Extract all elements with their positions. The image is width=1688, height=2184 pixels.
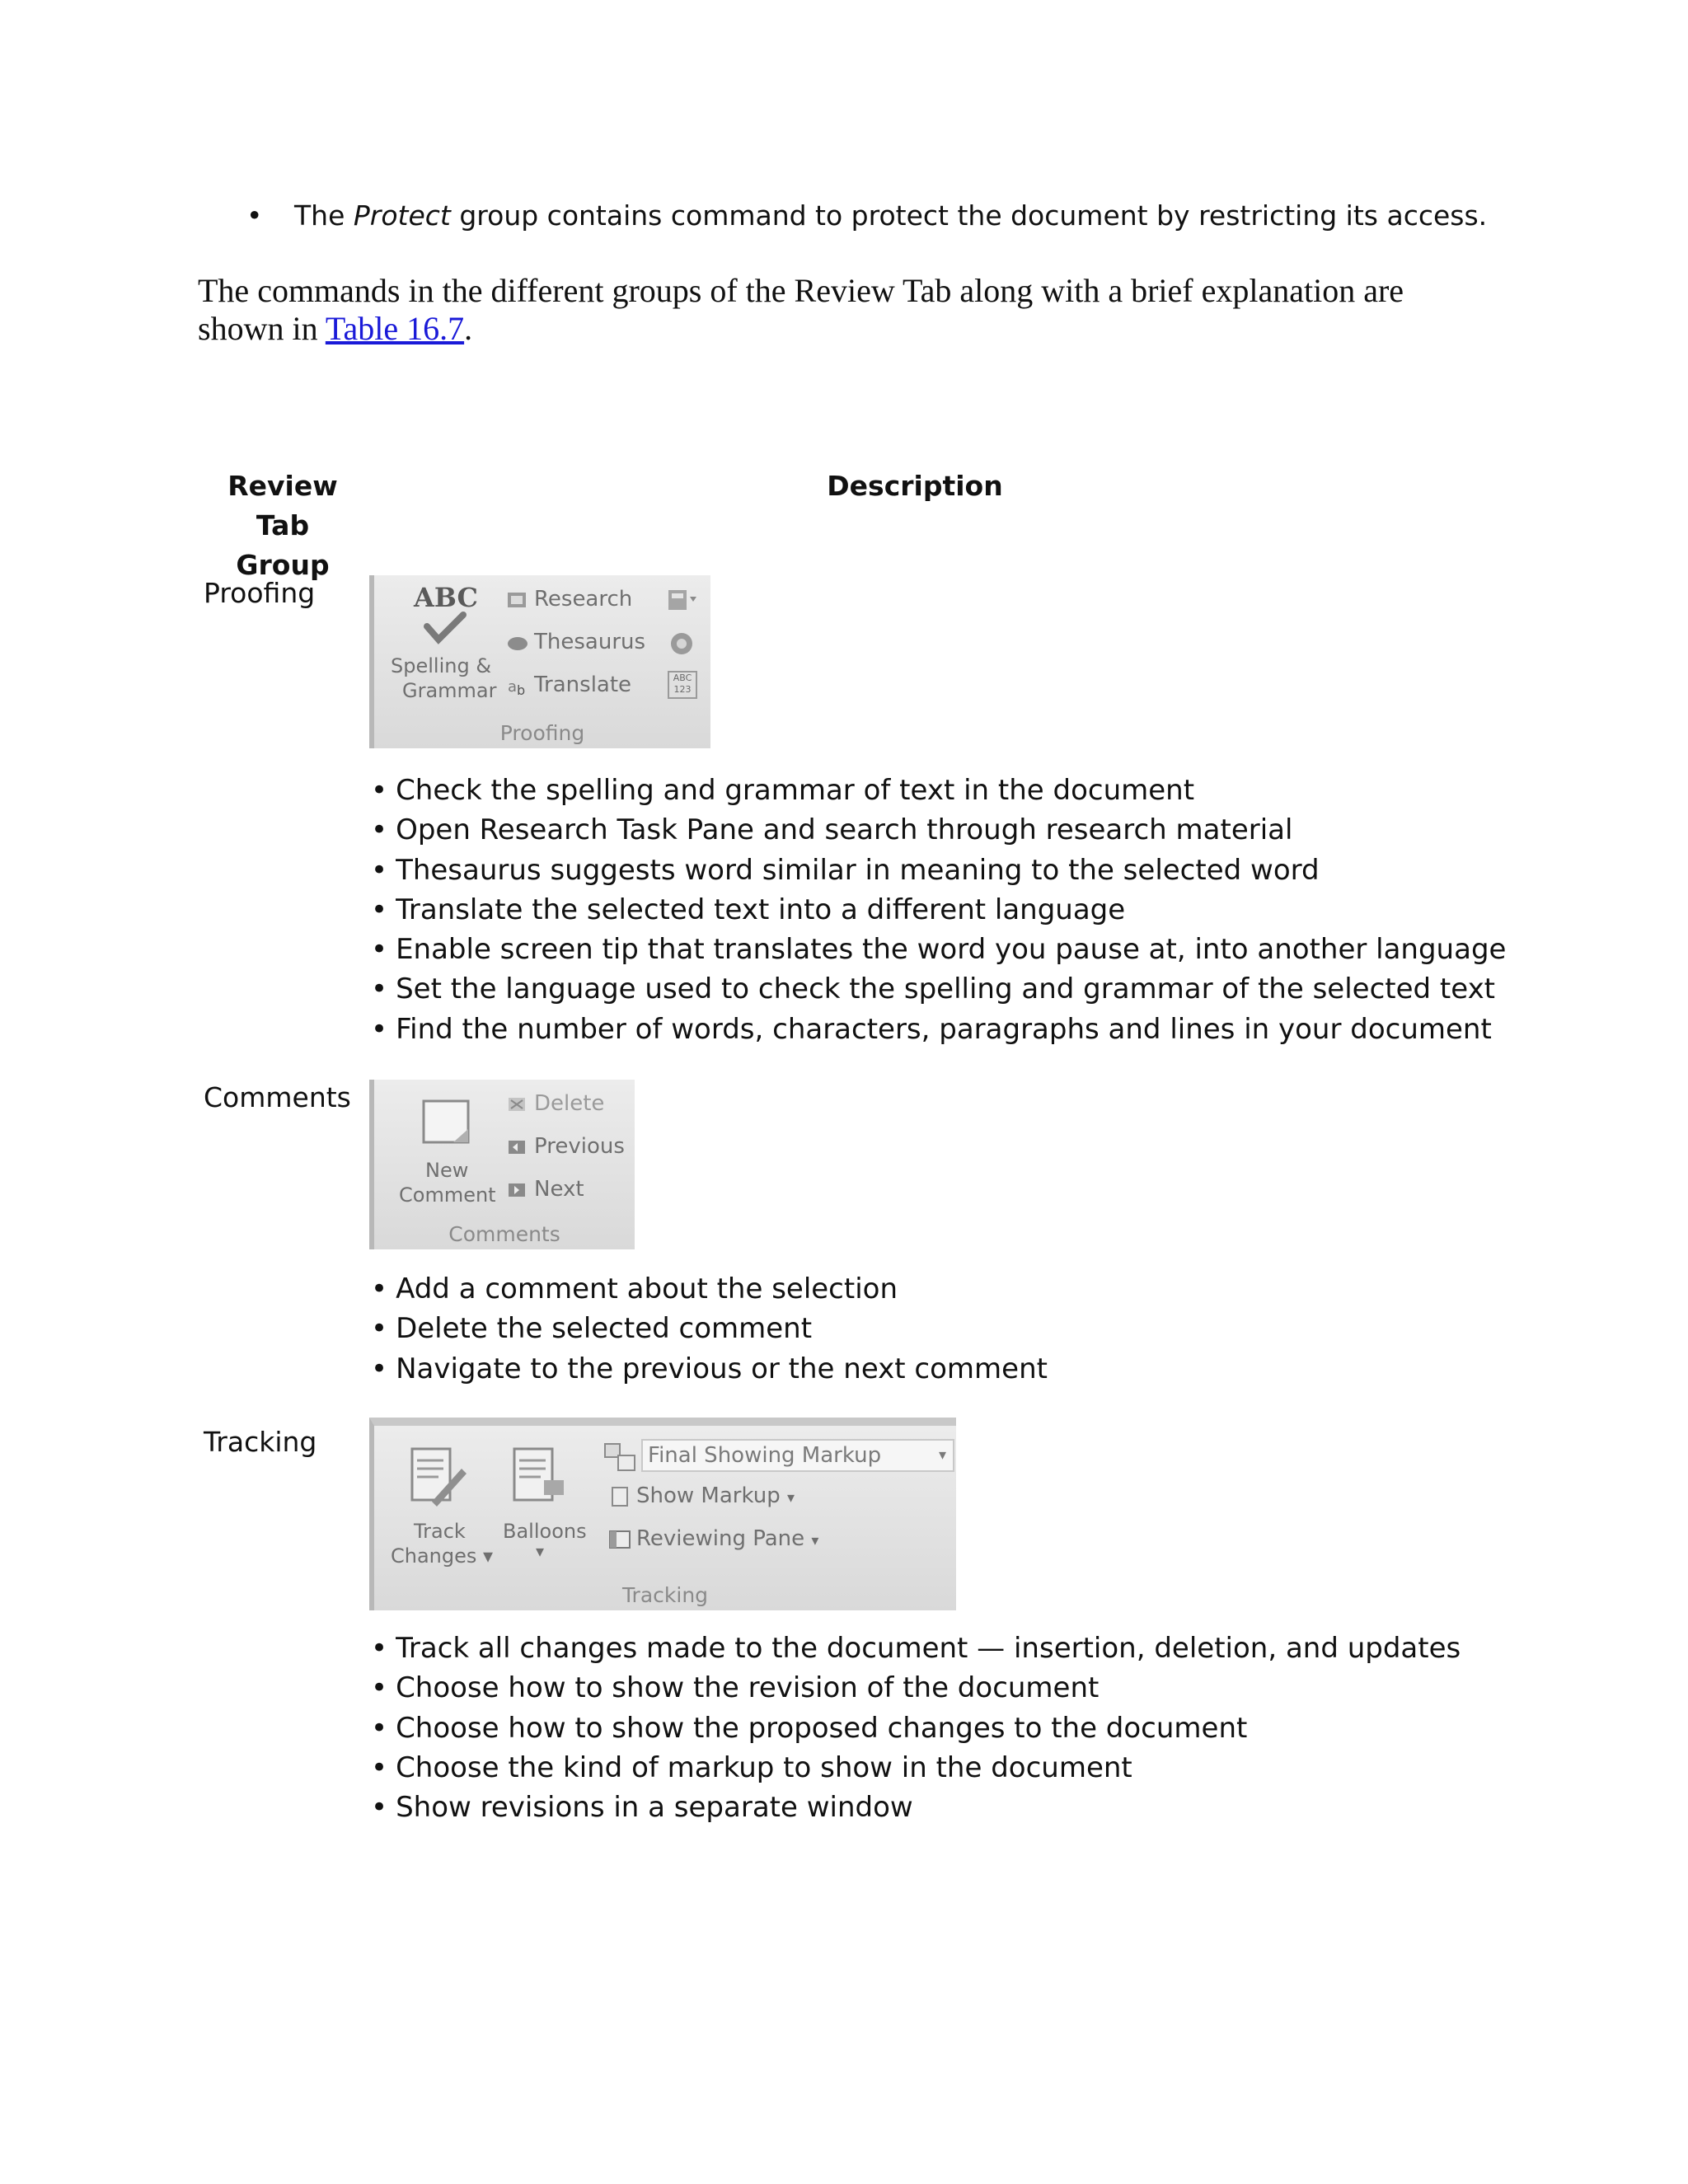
table-link[interactable]: Table 16.7 — [325, 310, 465, 347]
balloons-label: Balloons — [503, 1520, 587, 1543]
checkmark-icon — [424, 612, 467, 644]
header-group-line1: Review Tab — [227, 470, 338, 541]
ribbon-group-name-proofing: Proofing — [499, 721, 585, 745]
chevron-down-icon: ▾ — [938, 1446, 946, 1464]
thesaurus-button — [506, 630, 645, 654]
ribbon-group-name-comments: Comments — [448, 1222, 560, 1246]
translate-button — [506, 673, 631, 697]
list-item: • Check the spelling and grammar of text in the document — [371, 771, 1506, 810]
list-item: • Delete the selected comment — [371, 1309, 1048, 1348]
set-language-icon — [667, 630, 700, 658]
delete-comment-icon — [506, 1094, 529, 1115]
word-count-icon-123: 123 — [673, 684, 692, 695]
header-description: Description — [827, 470, 1003, 502]
show-markup-button — [608, 1483, 795, 1508]
intro-paragraph-text: The commands in the different groups of the Review Tab along with a brief explanation are shown in — [198, 272, 1404, 347]
spelling-abc-label: ABC — [414, 582, 478, 613]
delete-label: Delete — [534, 1091, 605, 1116]
ribbon-group-name-tracking: Tracking — [621, 1583, 709, 1607]
list-item: • Choose the kind of markup to show in the document — [371, 1748, 1461, 1788]
track-changes-icon — [407, 1444, 470, 1513]
delete-comment-button — [506, 1091, 604, 1116]
description-list-proofing — [371, 771, 1506, 1049]
new-comment-label-line2: Comment — [399, 1183, 496, 1207]
spelling-label-line1: Spelling & — [391, 654, 492, 677]
reviewing-pane-icon — [608, 1529, 631, 1550]
description-list-comments — [371, 1269, 1048, 1389]
chevron-down-icon: ▾ — [786, 1489, 795, 1507]
research-icon — [506, 589, 529, 611]
reviewing-pane-label: Reviewing Pane — [636, 1526, 805, 1551]
svg-text:b: b — [517, 682, 526, 696]
header-group-line2: Group — [236, 549, 330, 581]
show-markup-icon — [608, 1486, 631, 1507]
track-changes-label-line1: Track — [414, 1520, 466, 1543]
list-item: • Thesaurus suggests word similar in meaning to the selected word — [371, 851, 1506, 890]
list-item: • Add a comment about the selection — [371, 1269, 1048, 1309]
track-changes-label-line2 — [391, 1544, 493, 1568]
list-item: • Set the language used to check the spelling and grammar of the selected text — [371, 969, 1506, 1009]
word-count-icon-abc: ABC — [673, 673, 692, 683]
reviewing-pane-button — [608, 1526, 818, 1551]
group-label-tracking: Tracking — [204, 1426, 317, 1458]
spelling-label-line2: Grammar — [402, 679, 497, 702]
new-comment-icon — [420, 1096, 473, 1149]
list-item: • Choose how to show the proposed changes to the document — [371, 1708, 1461, 1748]
new-comment-label-line1: New — [425, 1159, 469, 1182]
header-review-tab-group — [200, 466, 365, 585]
ribbon-comments-image — [369, 1080, 635, 1249]
list-item: • Open Research Task Pane and search through research material — [371, 810, 1506, 850]
chevron-down-icon: ▾ — [536, 1541, 545, 1561]
intro-bullet-text — [294, 199, 1487, 232]
intro-paragraph — [198, 272, 1451, 348]
next-label: Next — [534, 1177, 584, 1202]
protect-term: Protect — [353, 199, 451, 232]
display-for-review-value: Final Showing Markup — [648, 1443, 882, 1468]
translate-label: Translate — [534, 673, 632, 697]
bullet-glyph: • — [246, 199, 263, 232]
ribbon-proofing-image — [369, 575, 710, 748]
list-item: • Enable screen tip that translates the word you pause at, into another language — [371, 930, 1506, 969]
show-markup-label: Show Markup — [636, 1483, 781, 1508]
list-item: • Translate the selected text into a different language — [371, 890, 1506, 930]
intro-bullet-pre: The — [294, 199, 354, 232]
chevron-down-icon: ▾ — [483, 1544, 494, 1568]
group-label-proofing: Proofing — [204, 577, 316, 609]
translate-icon — [506, 675, 529, 696]
intro-bullet-post: group contains command to protect the document by restricting its access. — [450, 199, 1488, 232]
chevron-down-icon: ▾ — [811, 1532, 819, 1549]
svg-text:a: a — [508, 677, 518, 696]
intro-paragraph-end: . — [464, 310, 473, 347]
word-count-icon — [668, 671, 697, 699]
display-for-review-select — [641, 1439, 954, 1472]
list-item: • Choose how to show the revision of the document — [371, 1668, 1461, 1708]
track-changes-label-text: Changes — [391, 1544, 477, 1568]
list-item: • Track all changes made to the document — insertion, deletion, and updates — [371, 1629, 1461, 1668]
previous-label: Previous — [534, 1134, 625, 1159]
research-button — [506, 587, 632, 612]
display-for-review-icon — [603, 1441, 640, 1474]
description-list-tracking — [371, 1629, 1461, 1827]
list-item: • Navigate to the previous or the next comment — [371, 1349, 1048, 1389]
group-label-comments: Comments — [204, 1081, 351, 1113]
balloons-icon — [506, 1444, 569, 1513]
list-item: • Find the number of words, characters, paragraphs and lines in your document — [371, 1010, 1506, 1049]
thesaurus-icon — [506, 632, 529, 654]
next-comment-button — [506, 1177, 584, 1202]
previous-comment-button — [506, 1134, 625, 1159]
ribbon-tracking-image — [369, 1418, 956, 1610]
previous-comment-icon — [506, 1137, 529, 1158]
next-comment-icon — [506, 1179, 529, 1201]
list-item: • Show revisions in a separate window — [371, 1788, 1461, 1827]
research-label: Research — [534, 587, 633, 612]
thesaurus-label: Thesaurus — [534, 630, 646, 654]
translation-screentip-icon — [667, 587, 700, 613]
